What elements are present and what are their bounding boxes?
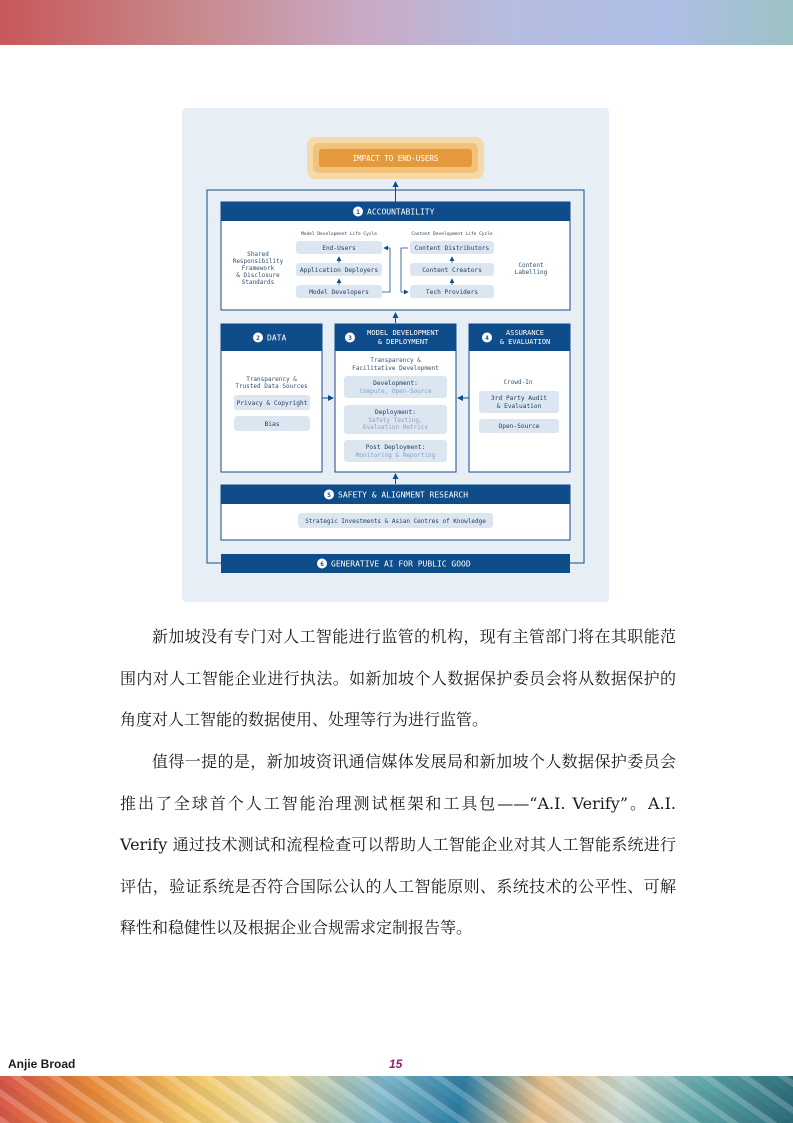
data-source-line: Trusted Data Sources: [235, 383, 308, 390]
stage-detail: Compute, Open-Source: [359, 388, 432, 395]
paragraph-regulation: 新加坡没有专门对人工智能进行监管的机构，现有主管部门将在其职能范围内对人工智能企业进行执法。如新加坡个人数据保护委员会将从数据保护的角度对人工智能的数据使用、处理等行为进行监管。: [120, 627, 676, 729]
page-number: 15: [389, 1057, 403, 1071]
data-source-line: Transparency &: [246, 376, 297, 383]
model-dev-title: MODEL DEVELOPMENT: [367, 329, 439, 337]
content-item: Content Creators: [422, 267, 482, 274]
governance-framework-diagram: [182, 108, 609, 602]
assurance-item: & Evaluation: [496, 403, 542, 410]
badge-6-num: 6: [320, 561, 324, 568]
assurance-title: ASSURANCE: [506, 329, 544, 337]
diagram-canvas: [182, 108, 609, 602]
paragraph-ai-verify: 值得一提的是，新加坡资讯通信媒体发展局和新加坡个人数据保护委员会推出了全球首个人工智能治理测试框架和工具包——“A.I. Verify”。A.I. Verify 通过技术测试和流程检查可以帮助人工智能企业对其人工智能系统进行评估，验证系统是否符合国际公认的人工智能原则、系统技术的公平性、可解释性和稳健性以及根据企业合规需求定制报告等。: [120, 752, 676, 937]
stage-detail: Safety Testing,: [368, 417, 423, 424]
model-item: Model Developers: [309, 289, 369, 296]
bottom-decorative-banner: [0, 1076, 793, 1123]
safety-item: Strategic Investments & Asian Centres of Knowledge: [305, 518, 486, 525]
content-item: Tech Providers: [425, 289, 479, 296]
stage-title: Deployment:: [375, 409, 416, 416]
shared-line: Standards: [241, 279, 275, 286]
stage-title: Post Deployment:: [365, 444, 426, 451]
accountability-title: ACCOUNTABILITY: [367, 207, 435, 217]
model-dev-subtitle: Facilitative Development: [352, 365, 439, 372]
assurance-item: 3rd Party Audit: [491, 395, 547, 402]
shared-line: Framework: [241, 265, 275, 272]
assurance-title: & EVALUATION: [499, 338, 551, 346]
public-good-title: GENERATIVE AI FOR PUBLIC GOOD: [331, 559, 471, 569]
shared-line: Shared: [247, 251, 269, 258]
badge-1-num: 1: [356, 209, 360, 216]
stage-detail: Monitoring & Reporting: [355, 452, 436, 459]
footer-brand: Anjie Broad: [8, 1057, 76, 1071]
model-lifecycle-label: Model Development Life Cycle: [301, 232, 377, 237]
data-item: Privacy & Copyright: [236, 400, 308, 407]
stage-detail: Evaluation Metrics: [362, 424, 429, 431]
badge-3-num: 3: [348, 335, 352, 342]
data-title: DATA: [267, 333, 287, 343]
badge-2-num: 2: [256, 335, 260, 342]
content-item: Content Distributors: [414, 245, 490, 252]
model-item: Application Deployers: [299, 267, 379, 274]
model-dev-subtitle: Transparency &: [370, 357, 421, 364]
stage-title: Development:: [373, 380, 418, 387]
badge-4-num: 4: [485, 335, 489, 342]
impact-label: IMPACT TO END-USERS: [352, 154, 439, 163]
assurance-item: Open-Source: [498, 423, 540, 430]
labelling-line: Labelling: [514, 269, 548, 276]
crowd-in-label: Crowd-In: [503, 379, 533, 386]
model-dev-title: & DEPLOYMENT: [377, 338, 429, 346]
shared-line: Responsibility: [232, 258, 284, 265]
shared-line: & Disclosure: [236, 272, 280, 279]
data-item: Bias: [264, 421, 280, 428]
top-decorative-banner: [0, 0, 793, 45]
badge-5-num: 5: [327, 492, 331, 499]
model-item: End-Users: [322, 245, 356, 252]
labelling-line: Content: [518, 262, 544, 269]
safety-title: SAFETY & ALIGNMENT RESEARCH: [338, 490, 469, 500]
content-lifecycle-label: Content Development Life Cycle: [411, 232, 493, 237]
